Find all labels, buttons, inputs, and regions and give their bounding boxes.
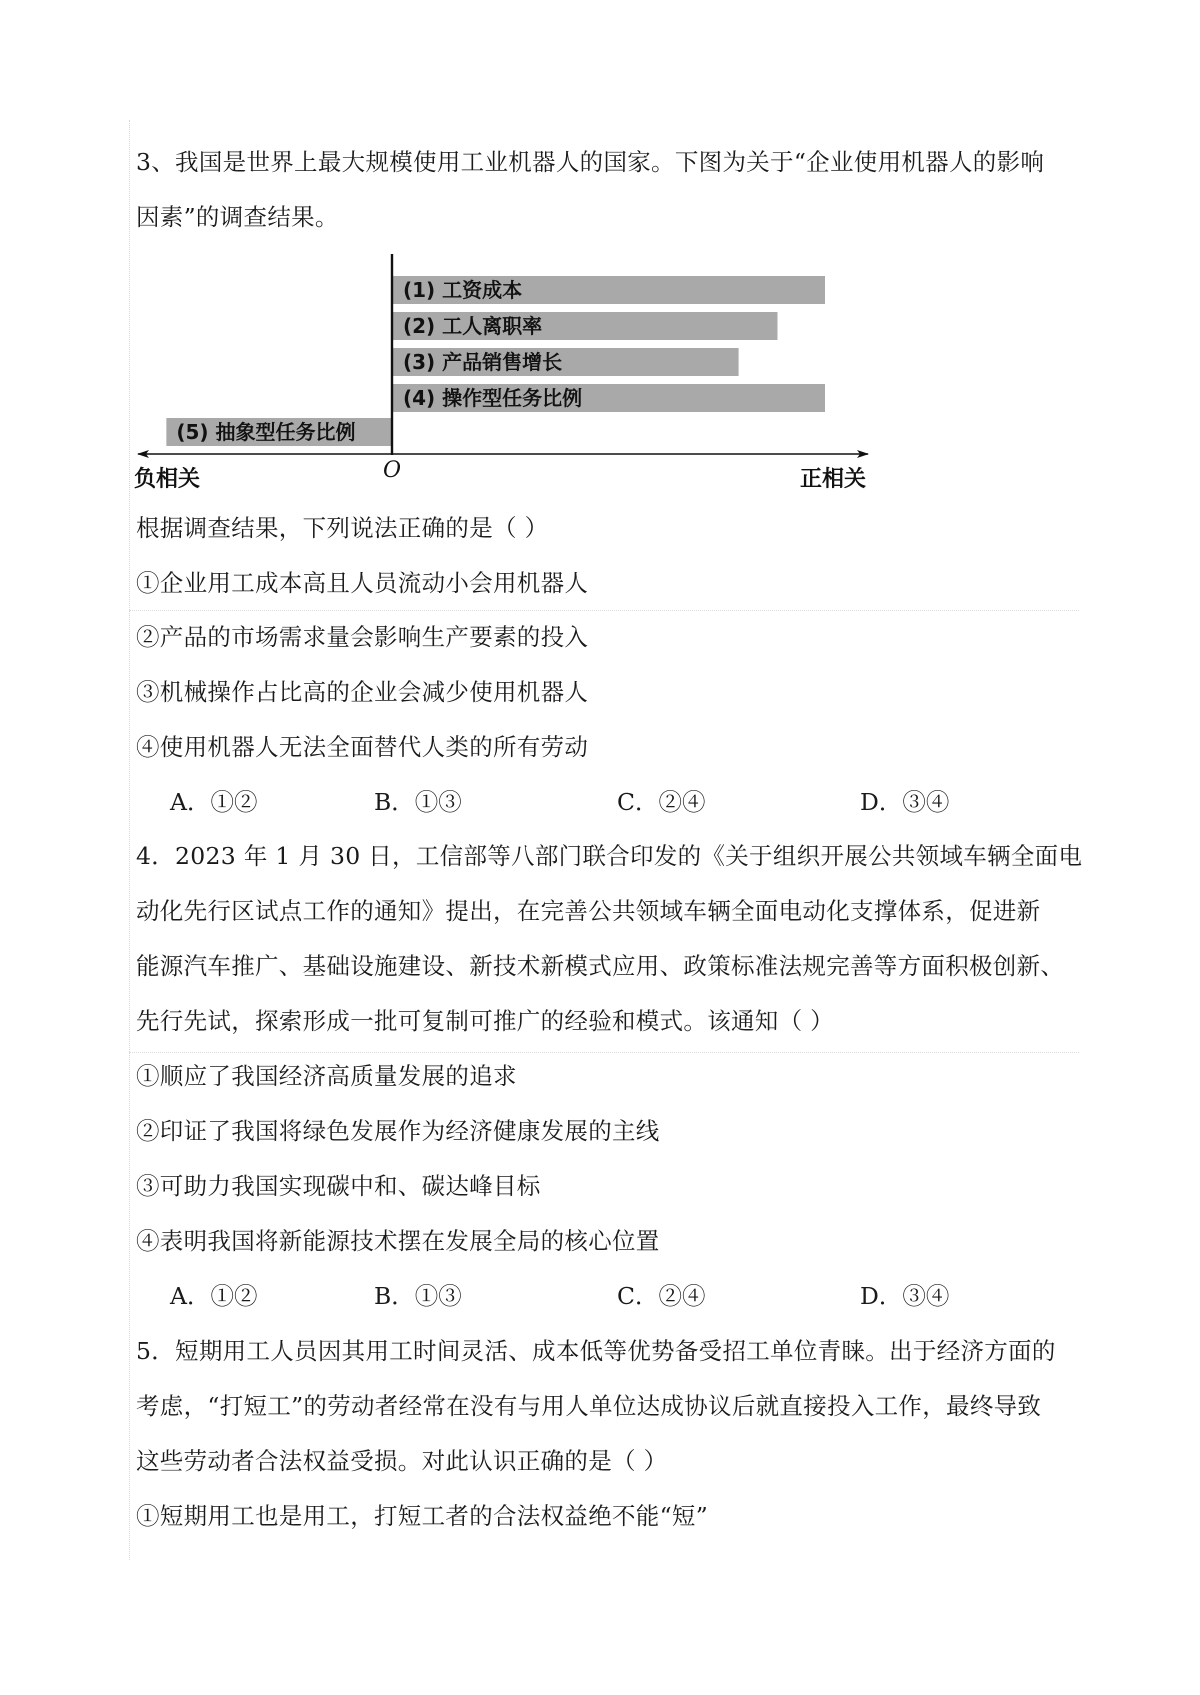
bar-label-1: (1) 工资成本 <box>403 278 523 302</box>
q4-statement: ③可助力我国实现碳中和、碳达峰目标 <box>136 1172 541 1200</box>
q3-option-d[interactable]: D．③④ <box>860 788 950 816</box>
negative-correlation-label: 负相关 <box>134 467 201 492</box>
q3-bar-chart <box>0 0 1200 520</box>
q3-statement: ①企业用工成本高且人员流动小会用机器人 <box>136 569 589 597</box>
row-guide <box>129 1052 1079 1053</box>
q5-statement: ①短期用工也是用工，打短工者的合法权益绝不能“短” <box>136 1502 709 1530</box>
bar-label-5: (5) 抽象型任务比例 <box>176 420 356 444</box>
chart-bars <box>166 276 825 446</box>
q4-statement: ④表明我国将新能源技术摆在发展全局的核心位置 <box>136 1227 660 1255</box>
q4-statement: ②印证了我国将绿色发展作为经济健康发展的主线 <box>136 1117 660 1145</box>
q4-option-d[interactable]: D．③④ <box>860 1282 950 1310</box>
q3-stem-line: 3、我国是世界上最大规模使用工业机器人的国家。下图为关于“企业使用机器人的影响 <box>136 148 1045 176</box>
q4-stem-line: 能源汽车推广、基础设施建设、新技术新模式应用、政策标准法规完善等方面积极创新、 <box>136 952 1065 980</box>
q4-stem-line: 先行先试，探索形成一批可复制可推广的经验和模式。该通知（ ） <box>136 1007 834 1035</box>
q5-stem-line: 这些劳动者合法权益受损。对此认识正确的是（ ） <box>136 1447 668 1475</box>
q5-stem-line: 5．短期用工人员因其用工时间灵活、成本低等优势备受招工单位青睐。出于经济方面的 <box>136 1337 1056 1365</box>
q3-stem-line: 因素”的调查结果。 <box>136 203 339 231</box>
q3-option-b[interactable]: B．①③ <box>374 788 462 816</box>
row-guide <box>129 610 1079 611</box>
q4-options <box>0 1279 1200 1313</box>
bar-label-2: (2) 工人离职率 <box>403 314 543 338</box>
q5-stem-line: 考虑，“打短工”的劳动者经常在没有与用人单位达成协议后就直接投入工作，最终导致 <box>136 1392 1042 1420</box>
positive-correlation-label: 正相关 <box>800 467 867 492</box>
q3-prompt: 根据调查结果，下列说法正确的是（ ） <box>136 514 549 542</box>
q4-option-b[interactable]: B．①③ <box>374 1282 462 1310</box>
origin-label: O <box>383 458 402 483</box>
q4-stem-line: 4．2023 年 1 月 30 日，工信部等八部门联合印发的《关于组织开展公共领域车辆全面电 <box>136 842 1083 870</box>
q3-statement: ②产品的市场需求量会影响生产要素的投入 <box>136 623 589 651</box>
q3-option-c[interactable]: C．②④ <box>617 788 706 816</box>
bar-label-4: (4) 操作型任务比例 <box>403 386 583 410</box>
q3-options <box>0 785 1200 819</box>
q4-statement: ①顺应了我国经济高质量发展的追求 <box>136 1062 517 1090</box>
q3-statement: ③机械操作占比高的企业会减少使用机器人 <box>136 678 589 706</box>
q4-stem-line: 动化先行区试点工作的通知》提出，在完善公共领域车辆全面电动化支撑体系，促进新 <box>136 897 1041 925</box>
bar-label-3: (3) 产品销售增长 <box>403 350 563 374</box>
q3-option-a[interactable]: A．①② <box>170 788 258 816</box>
q3-statement: ④使用机器人无法全面替代人类的所有劳动 <box>136 733 589 761</box>
q4-option-c[interactable]: C．②④ <box>617 1282 706 1310</box>
q4-option-a[interactable]: A．①② <box>170 1282 258 1310</box>
